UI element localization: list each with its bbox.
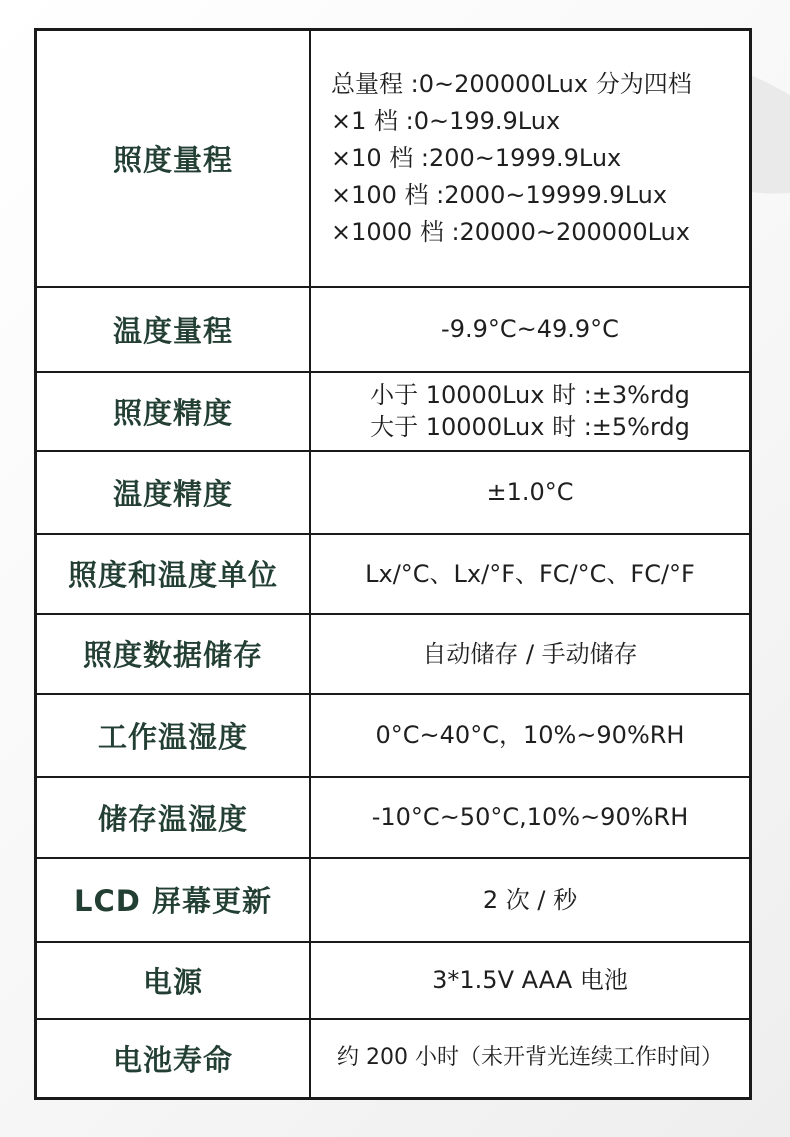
table-row (36, 534, 751, 614)
row-value-power (310, 942, 751, 1019)
value-line: 小于 10000Lux 时 :±3%rdg (370, 381, 690, 409)
row-label-storage-conditions: 储存温湿度 (36, 777, 311, 858)
row-value-storage-conditions (310, 777, 751, 858)
row-label-illuminance-range: 照度量程 (36, 30, 311, 287)
value-line: -9.9°C~49.9°C (441, 315, 619, 343)
value-line: 自动储存 / 手动储存 (422, 639, 638, 668)
value-line: ×10 档 :200~1999.9Lux (331, 143, 622, 172)
value-line: 总量程 :0~200000Lux 分为四档 (331, 69, 692, 98)
value-line: ×1000 档 :20000~200000Lux (331, 217, 690, 246)
row-label-power: 电源 (36, 942, 311, 1019)
row-value-temperature-accuracy (310, 451, 751, 534)
table-row (36, 942, 751, 1019)
spec-table (34, 28, 752, 1100)
row-value-illuminance-range (310, 30, 751, 287)
value-line: 2 次 / 秒 (482, 885, 578, 914)
row-label-data-storage: 照度数据储存 (36, 614, 311, 694)
row-label-lcd-refresh: LCD 屏幕更新 (36, 858, 311, 942)
table-row (36, 30, 751, 287)
table-row (36, 1019, 751, 1099)
row-value-operating-conditions (310, 694, 751, 777)
row-label-temperature-range: 温度量程 (36, 287, 311, 372)
value-line: 3*1.5V AAA 电池 (432, 966, 628, 994)
table-row (36, 287, 751, 372)
table-row (36, 777, 751, 858)
row-value-illuminance-accuracy (310, 372, 751, 451)
row-value-temperature-range (310, 287, 751, 372)
row-label-illuminance-accuracy: 照度精度 (36, 372, 311, 451)
value-line: Lx/°C、Lx/°F、FC/°C、FC/°F (365, 559, 695, 588)
row-value-lcd-refresh (310, 858, 751, 942)
table-row (36, 694, 751, 777)
row-label-units: 照度和温度单位 (36, 534, 311, 614)
value-line: ±1.0°C (486, 478, 574, 506)
value-line: ×1 档 :0~199.9Lux (331, 106, 561, 135)
row-value-data-storage (310, 614, 751, 694)
value-line: -10°C~50°C,10%~90%RH (371, 803, 689, 831)
value-line: 大于 10000Lux 时 :±5%rdg (370, 413, 690, 441)
value-line: 约 200 小时（未开背光连续工作时间） (337, 1045, 723, 1071)
row-value-units (310, 534, 751, 614)
table-row (36, 451, 751, 534)
row-label-temperature-accuracy: 温度精度 (36, 451, 311, 534)
value-line: 0°C~40°C，10%~90%RH (375, 721, 685, 749)
row-value-battery-life (310, 1019, 751, 1099)
table-row (36, 614, 751, 694)
row-label-battery-life: 电池寿命 (36, 1019, 311, 1099)
table-row (36, 372, 751, 451)
value-line: ×100 档 :2000~19999.9Lux (331, 180, 668, 209)
table-row (36, 858, 751, 942)
row-label-operating-conditions: 工作温湿度 (36, 694, 311, 777)
